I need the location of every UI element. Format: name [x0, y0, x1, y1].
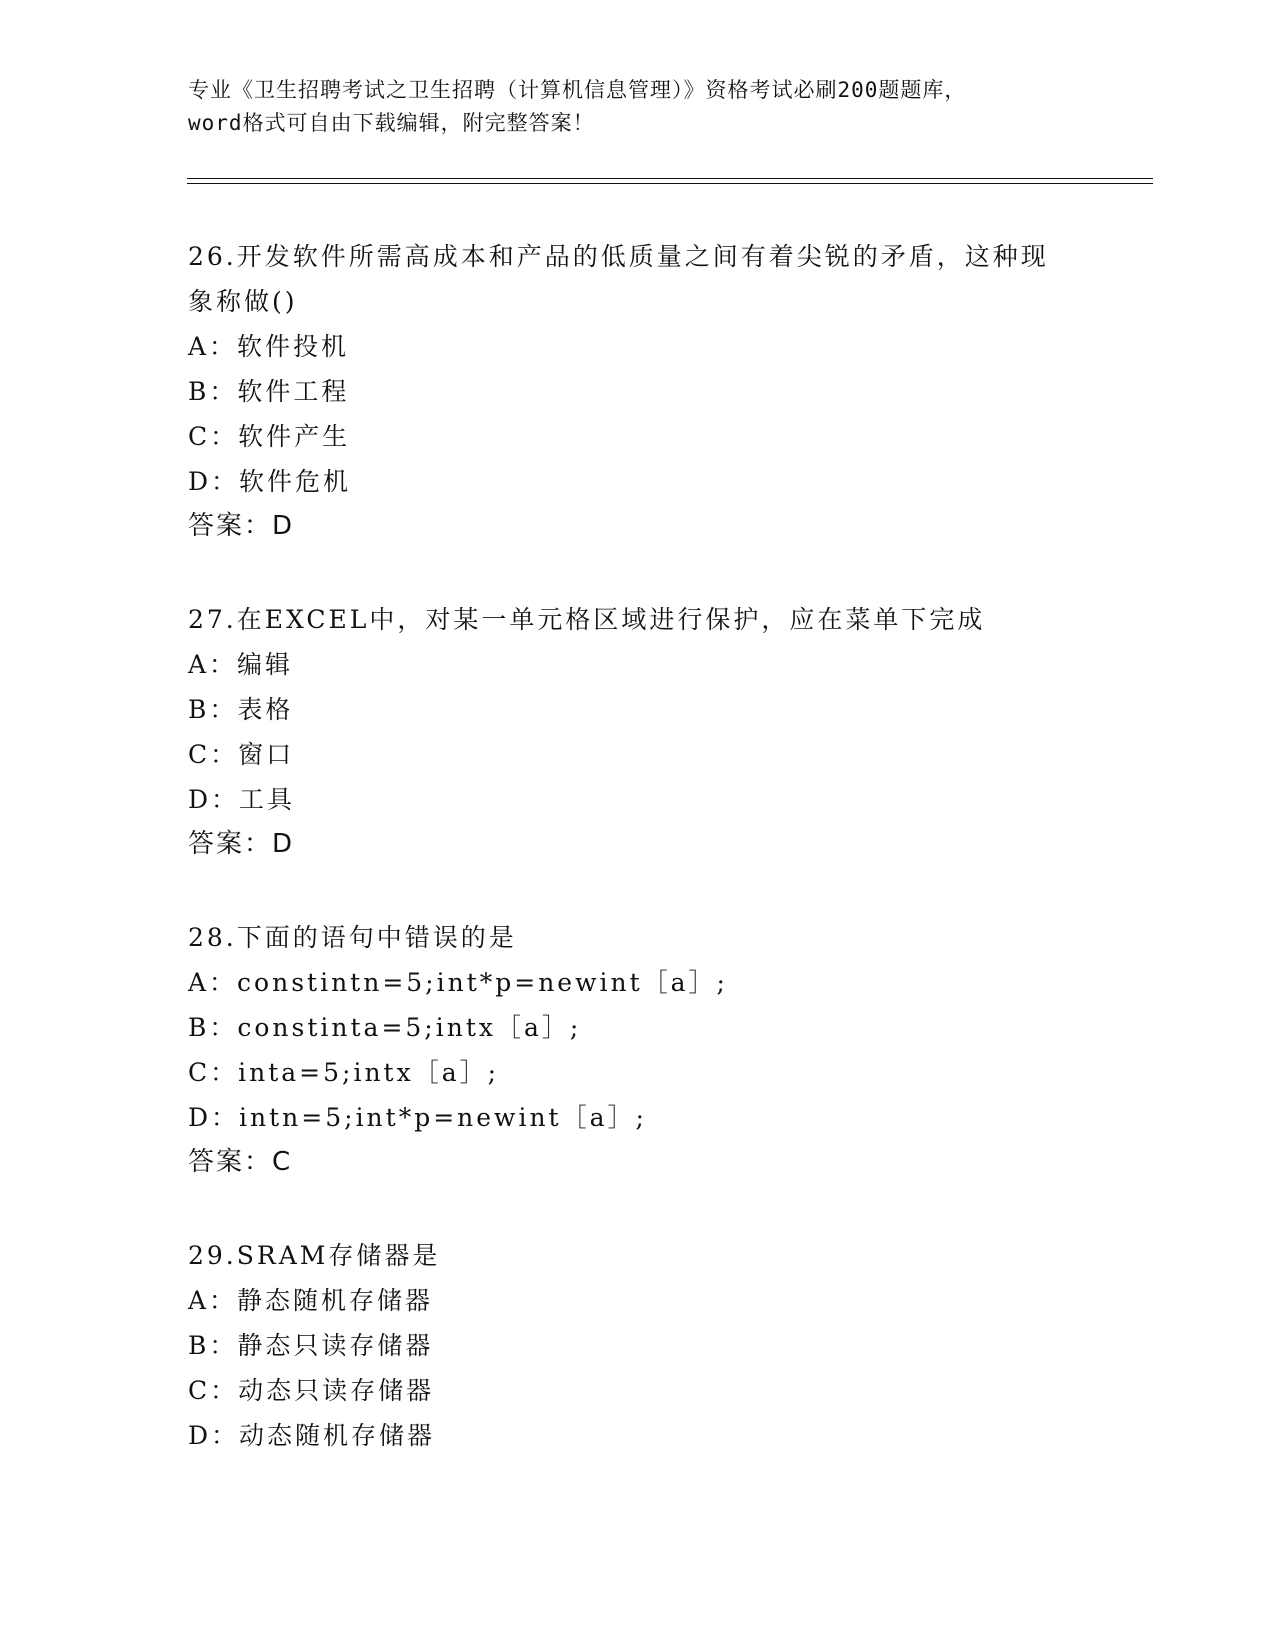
- question-27: [188, 597, 1088, 867]
- option-a: A：编辑: [188, 650, 294, 679]
- question-28: [188, 915, 1088, 1185]
- option-b: B：静态只读存储器: [188, 1331, 434, 1360]
- option-b: B：constinta=5;intx［a］;: [188, 1013, 582, 1042]
- option-d: D：软件危机: [188, 467, 352, 496]
- answer: 答案：D: [188, 511, 295, 541]
- option-d: D：工具: [188, 785, 296, 814]
- option-c: C：inta=5;intx［a］;: [188, 1058, 500, 1087]
- header-line-2: word格式可自由下载编辑，附完整答案！: [188, 111, 595, 135]
- option-d: D：动态随机存储器: [188, 1421, 436, 1450]
- document-header: [188, 74, 1088, 140]
- option-c: C：动态只读存储器: [188, 1376, 435, 1405]
- option-a: A：软件投机: [188, 332, 350, 361]
- option-a: A：constintn=5;int*p=newint［a］;: [188, 968, 728, 997]
- question-stem: 27.在EXCEL中，对某一单元格区域进行保护，应在菜单下完成: [188, 605, 986, 634]
- question-stem: 26.开发软件所需高成本和产品的低质量之间有着尖锐的矛盾，这种现: [188, 242, 1049, 271]
- question-stem: 29.SRAM存储器是: [188, 1241, 441, 1270]
- question-stem-continued: 象称做(): [188, 287, 298, 316]
- question-26: [188, 234, 1088, 549]
- option-c: C：软件产生: [188, 422, 351, 451]
- option-a: A：静态随机存储器: [188, 1286, 434, 1315]
- header-divider-bottom: [187, 183, 1153, 184]
- answer: 答案：D: [188, 829, 295, 859]
- option-c: C：窗口: [188, 740, 295, 769]
- header-line-1: 专业《卫生招聘考试之卫生招聘（计算机信息管理）》资格考试必刷200题题库，: [188, 78, 967, 102]
- header-divider-top: [187, 178, 1153, 179]
- question-stem: 28.下面的语句中错误的是: [188, 923, 517, 952]
- question-29: [188, 1233, 1088, 1458]
- option-b: B：表格: [188, 695, 294, 724]
- option-d: D：intn=5;int*p=newint［a］;: [188, 1103, 647, 1132]
- option-b: B：软件工程: [188, 377, 350, 406]
- answer: 答案：C: [188, 1147, 293, 1177]
